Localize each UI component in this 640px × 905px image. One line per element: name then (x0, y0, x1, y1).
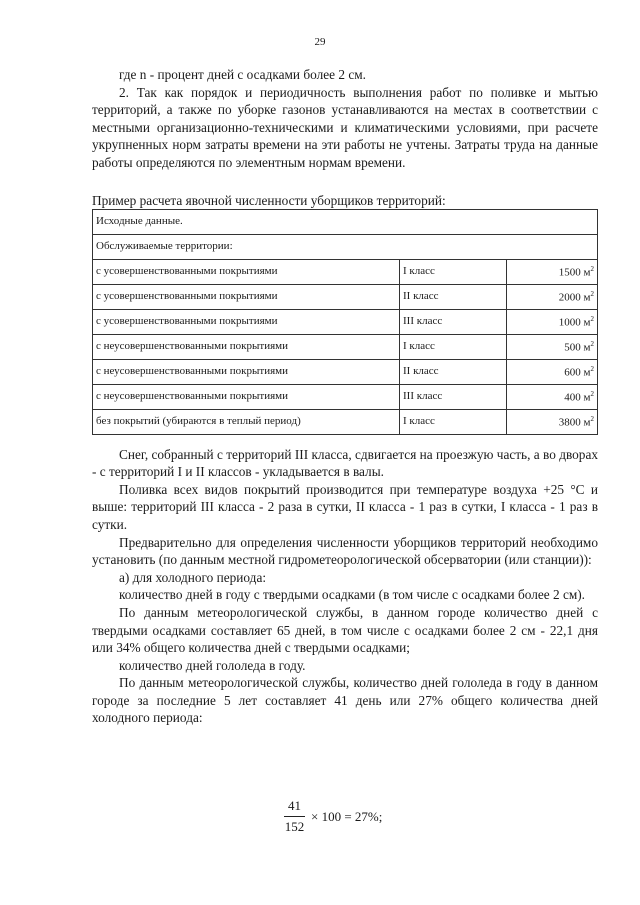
formula-fraction (284, 798, 305, 835)
territory-class: II класс (400, 359, 507, 384)
table-row (93, 259, 598, 284)
table-header-row (93, 234, 598, 259)
paragraph: Снег, собранный с территорий III класса, сдвигается на проезжую часть, а во дворах - с территорий I и II классов - укладывается в валы. (92, 446, 598, 480)
table-header-source-data: Исходные данные. (93, 209, 598, 234)
territory-name: без покрытий (убираются в теплый период) (93, 409, 400, 434)
table-row (93, 334, 598, 359)
table-header-territories: Обслуживаемые территории: (93, 234, 598, 259)
paragraph: 2. Так как порядок и периодичность выполнения работ по поливке и мытью территорий, а также по уборке газонов устанавливаются на местах в соответствии с местными организационно-техническими и климатическими условиями, при расчете укрупненных норм затраты времени на эти работы не учтены. Затраты труда на данные работы определяются по элементным нормам времени. (92, 84, 598, 170)
table-row (93, 359, 598, 384)
territory-name: с неусовершенствованными покрытиями (93, 359, 400, 384)
paragraph: По данным метеорологической службы, количество дней гололеда в году в данном городе за последние 5 лет составляет 41 день или 27% общего количества дней холодного периода: (92, 675, 598, 726)
paragraph: По данным метеорологической службы, в данном городе количество дней с твердыми осадками составляет 65 дней, в том числе с осадками более 2 см - 22,1 дня или 34% общего количества дней с твердыми осадками; (92, 604, 598, 656)
paragraph: количество дней в году с твердыми осадками (в том числе с осадками более 2 см). (119, 587, 586, 603)
territory-area: 500 $м^2$ (507, 334, 598, 359)
territory-area: 400 $м^2$ (507, 384, 598, 409)
territory-class: I класс (400, 259, 507, 284)
territory-name: с неусовершенствованными покрытиями (93, 334, 400, 359)
territory-class: II класс (400, 284, 507, 309)
text-after-table (92, 446, 598, 728)
territory-name: с усовершенствованными покрытиями (93, 309, 400, 334)
territory-name: с усовершенствованными покрытиями (93, 259, 400, 284)
territory-area: 2000 $м^2$ (507, 284, 598, 309)
territory-class: I класс (400, 409, 507, 434)
territory-class: I класс (400, 334, 507, 359)
territories-table (92, 209, 598, 435)
document-body (92, 66, 598, 727)
table-row (93, 309, 598, 334)
paragraph: а) для холодного периода: (119, 569, 267, 585)
territory-class: III класс (400, 309, 507, 334)
formula-numerator: 41 (284, 798, 305, 817)
territory-area: 1500 $м^2$ (507, 259, 598, 284)
territory-area: 600 $м^2$ (507, 359, 598, 384)
page-number: 29 (314, 36, 326, 48)
table-row (93, 384, 598, 409)
table-header-row (93, 209, 598, 234)
territory-class: III класс (400, 384, 507, 409)
paragraph: где n - процент дней с осадками более 2 см. (119, 67, 366, 82)
paragraph: количество дней гололеда в году. (119, 657, 306, 673)
territory-name: с неусовершенствованными покрытиями (93, 384, 400, 409)
formula-denominator: 152 (284, 819, 305, 834)
formula (284, 798, 382, 835)
territory-name: с усовершенствованными покрытиями (93, 284, 400, 309)
paragraph: Поливка всех видов покрытий производится при температуре воздуха +25 °С и выше: территорий III класса - 2 раза в сутки, II класса - 1 раз в сутки, I класса - 1 раз в сутки. (92, 481, 598, 532)
table-row (93, 284, 598, 309)
table-row (93, 409, 598, 434)
table-caption: Пример расчета явочной численности уборщиков территорий: (92, 192, 446, 208)
formula-result: × 100 = 27%; (311, 808, 383, 824)
paragraph: Предварительно для определения численности уборщиков территорий необходимо установить (по данным местной гидрометеорологической обсерватории (или станции)): (92, 534, 598, 568)
territory-area: 1000 $м^2$ (507, 309, 598, 334)
territory-area: 3800 $м^2$ (507, 409, 598, 434)
